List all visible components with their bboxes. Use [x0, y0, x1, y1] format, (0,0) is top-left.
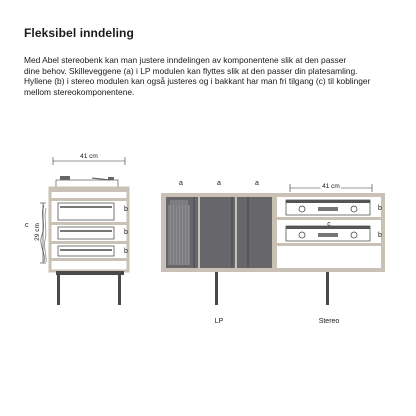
description-line: Med Abel stereobenk kan man justere inndelingen av komponentene slik at den passer — [24, 55, 347, 65]
side-access-label: c — [25, 222, 29, 229]
module-label-lp: LP — [214, 318, 224, 325]
page-title: Fleksibel inndeling — [24, 26, 134, 40]
side-width-dimension — [53, 153, 125, 165]
front-view — [161, 180, 385, 325]
turntable — [56, 176, 118, 188]
divider-label-1: a — [179, 180, 183, 187]
description-line: Hyllene (b) i stereo modulen kan også justeres og i bakkant har man fri tilgang (c) til koblinger — [24, 76, 371, 87]
side-shelf-label-2: b — [124, 229, 128, 236]
side-shelf-label-1: b — [124, 206, 128, 213]
side-shelf-label-3: b — [124, 248, 128, 255]
front-cabinet — [161, 193, 385, 305]
divider-label-3: a — [255, 180, 259, 187]
stereo-access-label: c — [327, 221, 331, 228]
side-cabinet — [41, 188, 128, 305]
side-height-dimension — [34, 203, 46, 263]
side-height-label: 29 cm — [34, 223, 41, 241]
side-view — [25, 153, 128, 305]
stereo-width-dimension — [290, 183, 372, 192]
description-line: dine behov. Skilleveggene (a) i LP modulen kan flyttes slik at den passer din platesamling. — [24, 65, 358, 76]
stereo-shelf-label-2: b — [378, 232, 382, 239]
amplifier-bottom — [286, 226, 370, 241]
stereo-shelf-label-1: b — [378, 205, 382, 212]
stereo-width-label: 41 cm — [322, 183, 340, 190]
module-label-stereo: Stereo — [318, 318, 340, 325]
side-width-label: 41 cm — [80, 153, 98, 160]
divider-label-2: a — [217, 180, 221, 187]
amplifier-top — [286, 200, 370, 215]
description-line: mellom stereokomponentene. — [24, 86, 135, 97]
